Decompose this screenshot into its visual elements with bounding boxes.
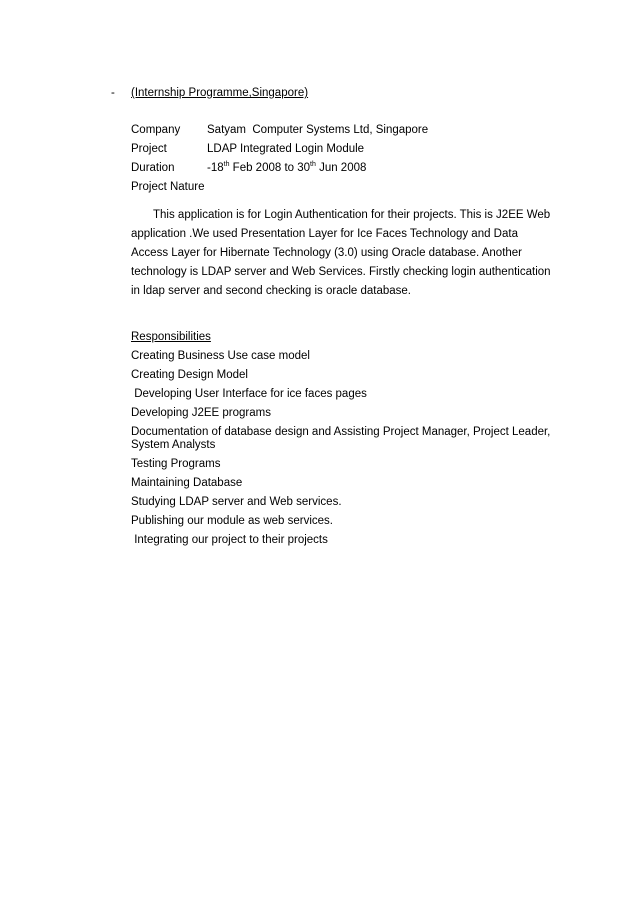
list-item: Creating Business Use case model xyxy=(131,350,310,362)
list-item: Publishing our module as web services. xyxy=(131,515,333,527)
duration-end-suffix: th xyxy=(310,161,316,169)
section-title: (Internship Programme,Singapore) xyxy=(131,87,309,99)
duration-start-suffix: th xyxy=(223,161,230,169)
list-item: Testing Programs xyxy=(131,458,221,470)
company-value: Satyam Computer Systems Ltd, Singapore xyxy=(207,124,429,136)
nature-row xyxy=(131,178,428,197)
list-item: Studying LDAP server and Web services. xyxy=(131,496,342,508)
duration-start: -18 xyxy=(207,162,224,174)
duration-row xyxy=(131,159,428,178)
duration-value xyxy=(207,159,366,178)
responsibilities-heading: Responsibilities xyxy=(131,331,211,343)
project-details xyxy=(131,121,428,197)
project-label: Project xyxy=(131,143,167,155)
section-bullet: - xyxy=(111,87,115,99)
company-label: Company xyxy=(131,124,181,136)
list-item: Developing J2EE programs xyxy=(131,407,271,419)
nature-label: Project Nature xyxy=(131,181,205,193)
project-row xyxy=(131,140,428,159)
project-description xyxy=(131,206,556,301)
list-item: Creating Design Model xyxy=(131,369,248,381)
duration-label: Duration xyxy=(131,162,175,174)
responsibilities-list xyxy=(131,347,551,550)
description-text: This application is for Login Authentication for their projects. This is J2EE Web application .We used Presentation Layer for Ice Faces Technology and Data Access Layer for Hibernate Technology (3.0) using Oracle database. Another technology is LDAP server and Web Services. Firstly checking login authentication in ldap server and second checking is oracle database. xyxy=(131,209,551,297)
duration-end: Jun 2008 xyxy=(315,162,367,174)
list-item: Maintaining Database xyxy=(131,477,243,489)
list-item: Integrating our project to their projects xyxy=(131,534,328,546)
company-row xyxy=(131,121,428,140)
project-value: LDAP Integrated Login Module xyxy=(207,143,365,155)
responsibilities-section xyxy=(131,328,551,550)
list-item: Developing User Interface for ice faces pages xyxy=(131,388,367,400)
duration-middle: Feb 2008 to 30 xyxy=(229,162,311,174)
list-item: Documentation of database design and Assisting Project Manager, Project Leader, System Analysts xyxy=(131,426,551,451)
